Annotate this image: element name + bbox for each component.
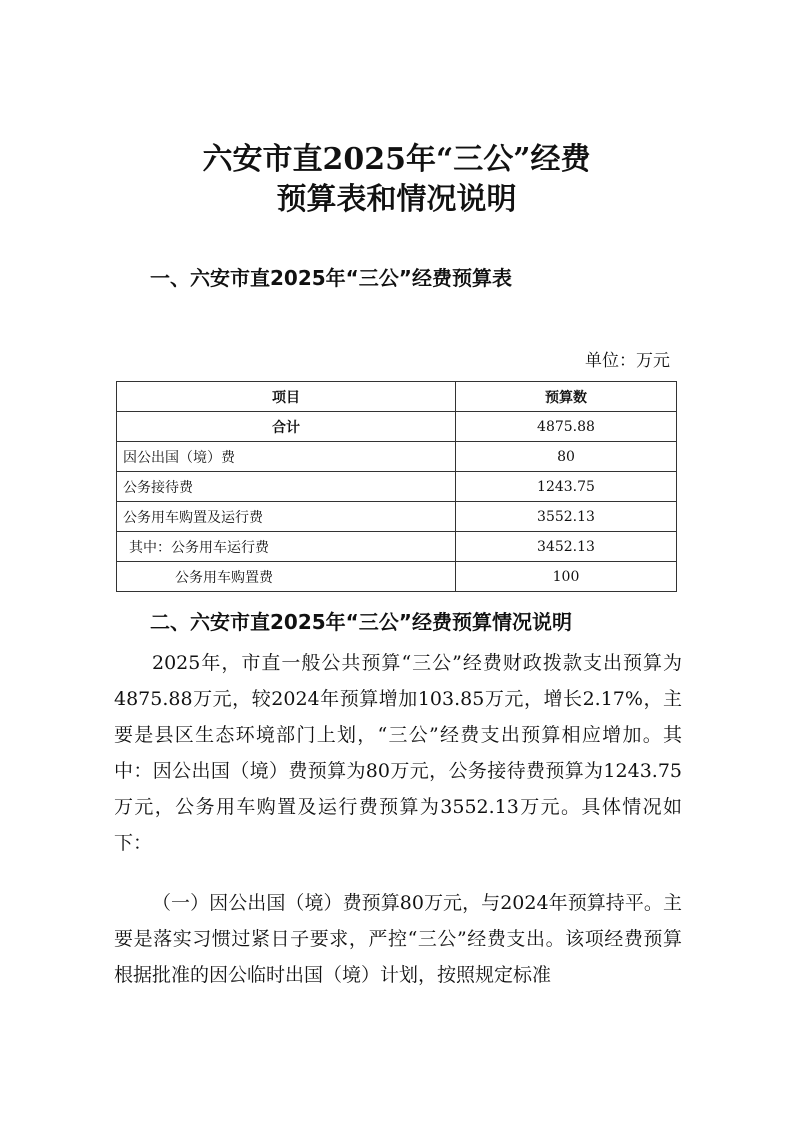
paragraph-text: 2025年，市直一般公共预算“三公”经费财政拨款支出预算为4875.88万元，较2024年预算增加103.85万元，增长2.17%，主要是县区生态环境部门上划，“三公”经费支出预算相应增加。其中：因公出国（境）费预算为80万元，公务接待费预算为1243.75万元，公务用车购置及运行费预算为3552.13万元。具体情况如下： — [114, 652, 682, 854]
row-value: 1243.75 — [456, 472, 677, 502]
paragraph-text: （一）因公出国（境）费预算80万元，与2024年预算持平。主要是落实习惯过紧日子要求，严控“三公”经费支出。该项经费预算根据批准的因公临时出国（境）计划，按照规定标准 — [114, 892, 682, 986]
header-value: 预算数 — [456, 382, 677, 412]
body-paragraph-1 — [114, 645, 682, 861]
row-value: 100 — [456, 562, 677, 592]
unit-label: 单位：万元 — [585, 351, 670, 371]
row-item: 合计 — [117, 412, 456, 442]
table-row — [117, 442, 677, 472]
row-value: 3452.13 — [456, 532, 677, 562]
section2-heading: 二、六安市直2025年“三公”经费预算情况说明 — [150, 610, 572, 634]
table-row — [117, 412, 677, 442]
row-value: 3552.13 — [456, 502, 677, 532]
body-paragraph-2 — [114, 885, 682, 993]
table-row — [117, 562, 677, 592]
table-header-row — [117, 382, 677, 412]
row-item: 其中：公务用车运行费 — [117, 532, 456, 562]
table-row — [117, 532, 677, 562]
row-value: 80 — [456, 442, 677, 472]
table-row — [117, 472, 677, 502]
row-item: 公务接待费 — [117, 472, 456, 502]
row-value: 4875.88 — [456, 412, 677, 442]
budget-table — [116, 381, 677, 592]
row-item: 公务用车购置费 — [117, 562, 456, 592]
section1-heading: 一、六安市直2025年“三公”经费预算表 — [150, 266, 512, 290]
table-row — [117, 502, 677, 532]
row-item: 因公出国（境）费 — [117, 442, 456, 472]
row-item: 公务用车购置及运行费 — [117, 502, 456, 532]
document-title-line2: 预算表和情况说明 — [276, 182, 517, 217]
document-title-line1: 六安市直2025年“三公”经费 — [202, 142, 591, 177]
header-item: 项目 — [117, 382, 456, 412]
